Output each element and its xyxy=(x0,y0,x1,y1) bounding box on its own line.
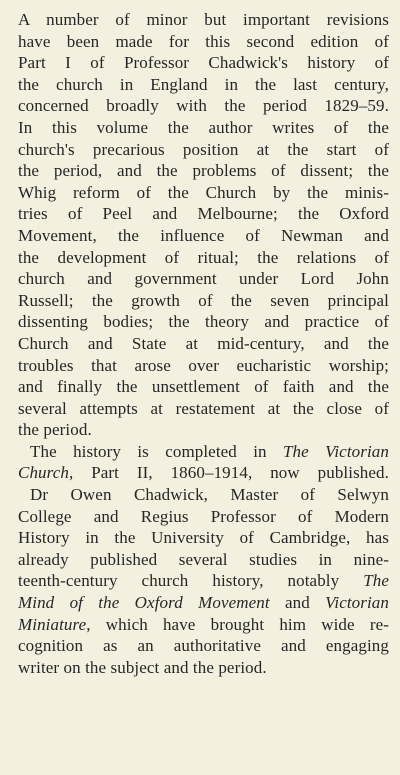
text-run: , which have brought him wide re- xyxy=(86,614,389,634)
text-run: and xyxy=(269,593,326,613)
text-run: The history is completed in xyxy=(30,441,283,461)
text-line: College and Regius Professor of Modern xyxy=(18,506,389,526)
text-line: church's precarious position at the start of xyxy=(18,139,389,159)
text-line: Part I of Professor Chadwick's history of xyxy=(18,53,389,73)
book-title-italic: Church xyxy=(18,463,69,483)
text-line: already published several studies in nine- xyxy=(18,549,389,569)
text-line xyxy=(18,441,389,463)
text-line xyxy=(18,570,389,592)
book-title-italic: Miniature xyxy=(18,614,87,634)
text-line: and finally the unsettlement of faith and the xyxy=(18,377,389,397)
text-line: History in the University of Cambridge, has xyxy=(18,528,389,548)
text-line: cognition as an authoritative and engaging xyxy=(18,636,389,656)
book-title-italic: Mind of the Oxford Movement xyxy=(18,593,270,613)
text-line: the development of ritual; the relations of xyxy=(18,247,389,267)
text-line: the period. xyxy=(18,420,92,440)
text-line xyxy=(18,462,389,484)
text-line: concerned broadly with the period 1829–59. xyxy=(18,96,389,116)
text-line: A number of minor but important revisions xyxy=(18,10,389,29)
book-title-italic: The xyxy=(363,571,389,591)
text-run: , Part II, 1860–1914, now published. xyxy=(68,463,389,483)
text-run: teenth-century church history, notably xyxy=(18,571,364,591)
text-line: Church and State at mid-century, and the xyxy=(18,333,389,353)
text-line: have been made for this second edition of xyxy=(18,31,389,51)
text-line: tries of Peel and Melbourne; the Oxford xyxy=(18,204,389,224)
text-line: troubles that arose over eucharistic worship; xyxy=(18,355,389,375)
paragraph-author-bio xyxy=(18,484,389,678)
text-line xyxy=(18,614,389,636)
text-line: dissenting bodies; the theory and practice of xyxy=(18,312,389,332)
blurb-text xyxy=(18,9,389,678)
text-line: Movement, the influence of Newman and xyxy=(18,225,389,245)
book-title-italic: The Victorian xyxy=(283,441,389,461)
text-line: Whig reform of the Church by the minis- xyxy=(18,182,389,202)
text-line: several attempts at restatement at the close of xyxy=(18,398,389,418)
text-line: Russell; the growth of the seven principal xyxy=(18,290,389,310)
book-title-italic: Victorian xyxy=(325,593,390,613)
text-line: In this volume the author writes of the xyxy=(18,117,389,137)
text-line: the church in England in the last century, xyxy=(18,74,389,94)
text-line: Dr Owen Chadwick, Master of Selwyn xyxy=(30,485,389,505)
paragraph-summary xyxy=(18,9,389,441)
text-line: writer on the subject and the period. xyxy=(18,657,267,677)
text-line: the period, and the problems of dissent; the xyxy=(18,161,389,181)
text-line: church and government under Lord John xyxy=(18,269,389,289)
paragraph-sequel xyxy=(18,441,389,484)
text-line xyxy=(18,592,389,614)
